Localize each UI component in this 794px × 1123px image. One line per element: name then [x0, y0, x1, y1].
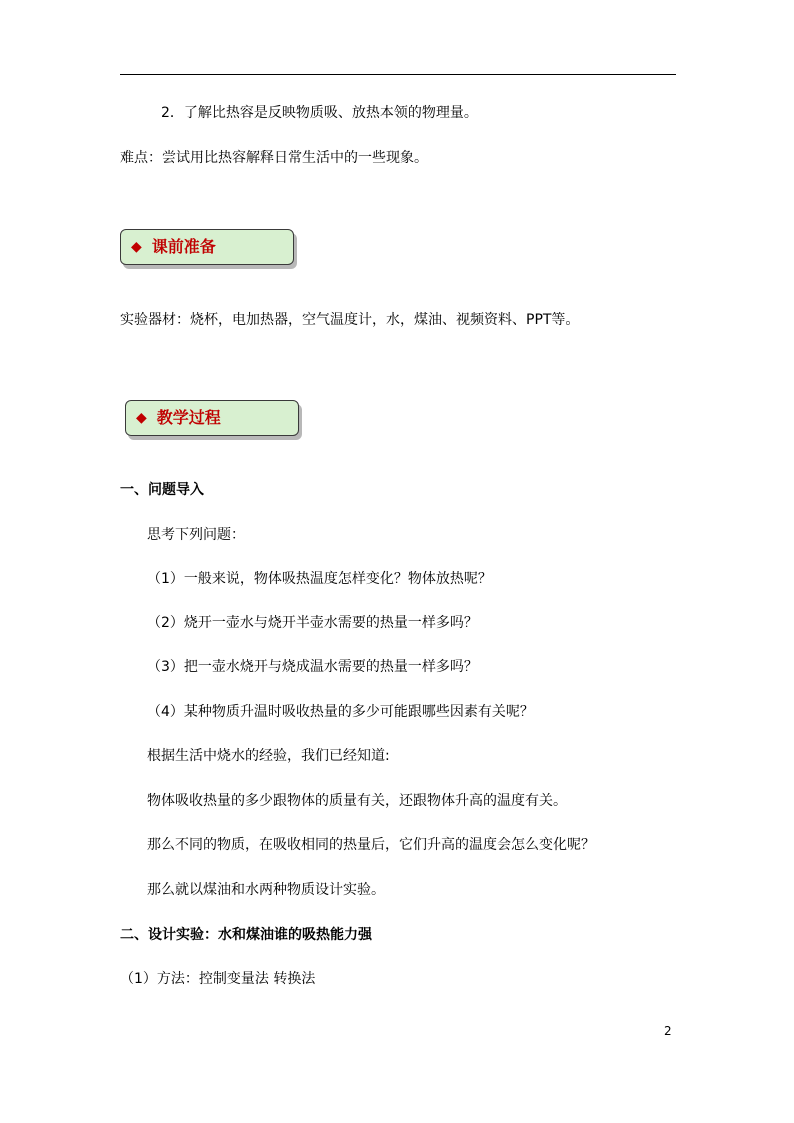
- section-title-intro: 一、问题导入: [120, 482, 204, 498]
- experience-text: 根据生活中烧水的经验，我们已经知道:: [147, 748, 390, 764]
- conclusion-text: 物体吸收热量的多少跟物体的质量有关，还跟物体升高的温度有关。: [147, 793, 567, 809]
- difficulty-text: 难点：尝试用比热容解释日常生活中的一些现象。: [120, 150, 428, 166]
- method-text: （1）方法：控制变量法 转换法: [120, 971, 316, 987]
- materials-text: 实验器材：烧杯，电加热器，空气温度计，水，煤油、视频资料、PPT等。: [120, 312, 580, 328]
- section-heading-process: 教学过程: [156, 408, 221, 427]
- section-heading-prep: 课前准备: [151, 237, 216, 256]
- question-difference: 那么不同的物质，在吸收相同的热量后，它们升高的温度会怎么变化呢？: [147, 837, 595, 853]
- header-rule: [120, 74, 676, 75]
- question-item: （3）把一壶水烧开与烧成温水需要的热量一样多吗？: [147, 659, 478, 675]
- question-item: （4）某种物质升温时吸收热量的多少可能跟哪些因素有关呢？: [147, 704, 534, 720]
- section-title-experiment: 二、设计实验：水和煤油谁的吸热能力强: [120, 927, 372, 943]
- think-intro: 思考下列问题：: [147, 527, 245, 543]
- diamond-bullet-icon: ◆: [136, 410, 147, 426]
- page-number: 2: [664, 1024, 672, 1038]
- design-intro-text: 那么就以煤油和水两种物质设计实验。: [147, 882, 385, 898]
- section-box-prep: [120, 229, 294, 265]
- objective-item-2: 2．了解比热容是反映物质吸、放热本领的物理量。: [161, 105, 478, 121]
- question-item: （2）烧开一壶水与烧开半壶水需要的热量一样多吗？: [147, 615, 478, 631]
- diamond-bullet-icon: ◆: [131, 239, 142, 255]
- section-box-process: [125, 400, 299, 436]
- question-item: （1）一般来说，物体吸热温度怎样变化？物体放热呢？: [147, 571, 492, 587]
